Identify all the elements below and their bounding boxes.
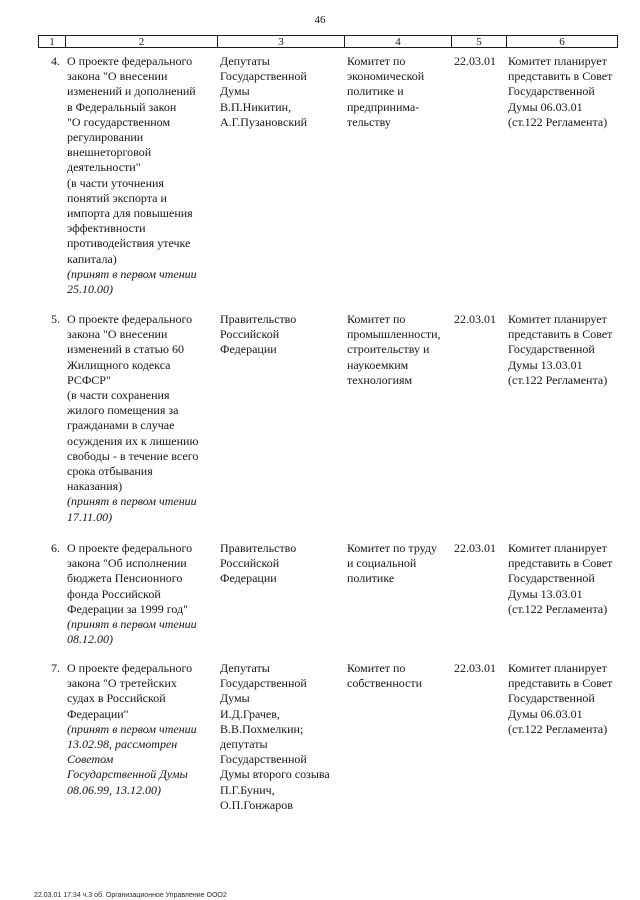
row-number: 5.: [51, 312, 60, 326]
committee: [347, 661, 422, 691]
bill-title-line: внешнеторговой: [67, 145, 152, 160]
committee-line: наукоемким: [347, 357, 409, 372]
initiator-line: Думы: [220, 691, 250, 706]
column-header-row: [38, 35, 618, 48]
bill-title-line: изменений и дополнений: [67, 84, 196, 99]
bill-title-line: эффективности: [67, 221, 146, 236]
committee-line: строительству и: [347, 342, 430, 357]
reading-note-line: 08.06.99, 13.12.00): [67, 782, 161, 797]
column-header-3: 3: [218, 36, 345, 47]
bill-title-line: регулировании: [67, 130, 144, 145]
bill-title-line: гражданами в случае: [67, 418, 175, 433]
reading-note-line: 17.11.00): [67, 509, 113, 524]
reading-note-line: (принят в первом чтении: [67, 721, 197, 736]
initiator: [220, 541, 296, 587]
initiator-line: И.Д.Грачев,: [220, 706, 280, 721]
bill-title-line: фонда Российской: [67, 586, 161, 601]
initiator-line: Российской: [220, 556, 280, 571]
plan-line: Государственной: [508, 691, 595, 706]
bill-title-line: закона "Об исполнении: [67, 556, 187, 571]
column-header-5: 5: [452, 36, 507, 47]
plan: [508, 661, 612, 737]
committee-line: Комитет по: [347, 54, 406, 68]
initiator-line: Депутаты: [220, 54, 270, 68]
page-number: 46: [314, 14, 326, 26]
plan-line: Комитет планирует: [508, 541, 607, 555]
plan-line: Комитет планирует: [508, 312, 607, 326]
reading-note-line: 13.02.98, рассмотрен: [67, 737, 178, 752]
bill-title-line: осуждения их к лишению: [67, 433, 199, 448]
fax-footer: 22.03.01 17:34 ч.3 об. Организационное Управление ООО2: [34, 892, 227, 899]
committee-line: политике и: [347, 84, 404, 99]
plan-line: представить в Совет: [508, 69, 613, 84]
bill-title-line: закона "О внесении: [67, 69, 168, 84]
initiator-line: А.Г.Пузановский: [220, 114, 307, 129]
bill-title-line: Жилищного кодекса: [67, 357, 171, 372]
row-number: 4.: [51, 54, 60, 68]
initiator-line: Государственной: [220, 676, 307, 691]
bill-title-line: деятельности": [67, 160, 141, 175]
initiator-line: Федерации: [220, 571, 277, 586]
bill-title-line: капитала): [67, 251, 117, 266]
plan: [508, 541, 612, 617]
bill-title-line: судах в Российской: [67, 691, 166, 706]
reading-note-line: (принят в первом чтении: [67, 617, 197, 632]
plan-line: Государственной: [508, 342, 595, 357]
date: 22.03.01: [454, 312, 496, 326]
committee-line: Комитет по: [347, 661, 406, 675]
committee-line: экономической: [347, 69, 425, 84]
plan: [508, 54, 612, 130]
plan-line: Государственной: [508, 84, 595, 99]
plan-line: (ст.122 Регламента): [508, 372, 608, 387]
plan-line: Думы 06.03.01: [508, 706, 583, 721]
bill-title-line: понятий экспорта и: [67, 190, 167, 205]
initiator-line: В.П.Никитин,: [220, 99, 292, 114]
bill-title: [67, 312, 198, 525]
column-header-4: 4: [345, 36, 452, 47]
plan-line: представить в Совет: [508, 556, 613, 571]
reading-note-line: 08.12.00): [67, 632, 113, 647]
bill-title-line: бюджета Пенсионного: [67, 571, 183, 586]
bill-title-line: закона "О третейских: [67, 676, 177, 691]
reading-note-line: (принят в первом чтении: [67, 494, 197, 509]
date: 22.03.01: [454, 54, 496, 68]
bill-title: [67, 541, 197, 647]
initiator: [220, 312, 296, 358]
committee-line: Комитет по труду: [347, 541, 438, 555]
plan-line: Комитет планирует: [508, 661, 607, 675]
plan-line: (ст.122 Регламента): [508, 721, 608, 736]
committee-line: технологиям: [347, 372, 413, 387]
initiator: [220, 661, 330, 813]
column-header-6: 6: [559, 36, 565, 48]
reading-note-line: Советом: [67, 752, 114, 767]
committee-line: тельству: [347, 114, 391, 129]
committee: [347, 541, 437, 587]
bill-title-line: закона "О внесении: [67, 327, 168, 342]
bill-title-line: О проекте федерального: [67, 541, 193, 555]
date: 22.03.01: [454, 661, 496, 675]
bill-title-line: свободы - в течение всего: [67, 448, 199, 463]
reading-note-line: Государственной Думы: [67, 767, 188, 782]
initiator-line: Думы: [220, 84, 250, 99]
reading-note-line: (принят в первом чтении: [67, 266, 197, 281]
bill-title-line: противодействия утечке: [67, 236, 191, 251]
initiator-line: Государственной: [220, 69, 307, 84]
bill-title-line: (в части уточнения: [67, 175, 164, 190]
initiator-line: Государственной: [220, 752, 307, 767]
plan-line: Думы 13.03.01: [508, 586, 583, 601]
bill-title-line: О проекте федерального: [67, 54, 193, 68]
plan-line: представить в Совет: [508, 327, 613, 342]
plan-line: Государственной: [508, 571, 595, 586]
bill-title-line: импорта для повышения: [67, 206, 193, 221]
row-number: 7.: [51, 661, 60, 675]
bill-title: [67, 54, 197, 297]
bill-title-line: наказания): [67, 479, 123, 494]
initiator-line: Депутаты: [220, 661, 270, 675]
committee: [347, 54, 424, 130]
committee-line: предпринима-: [347, 99, 420, 114]
plan-line: Комитет планирует: [508, 54, 607, 68]
bill-title-line: (в части сохранения: [67, 388, 170, 403]
plan-line: Думы 06.03.01: [508, 99, 583, 114]
committee-line: политике: [347, 571, 395, 586]
plan-line: представить в Совет: [508, 676, 613, 691]
initiator-line: депутаты: [220, 737, 268, 752]
plan-line: Думы 13.03.01: [508, 357, 583, 372]
bill-title-line: изменений в статью 60: [67, 342, 185, 357]
initiator: [220, 54, 307, 130]
initiator-line: Правительство: [220, 541, 297, 555]
plan: [508, 312, 612, 388]
committee-line: промышленности,: [347, 327, 441, 342]
plan-line: (ст.122 Регламента): [508, 114, 608, 129]
committee-line: Комитет по: [347, 312, 406, 326]
bill-title-line: в Федеральный закон: [67, 99, 177, 114]
initiator-line: Правительство: [220, 312, 297, 326]
initiator-line: Федерации: [220, 342, 277, 357]
bill-title-line: жилого помещения за: [67, 403, 179, 418]
initiator-line: Думы второго созыва: [220, 767, 330, 782]
initiator-line: В.В.Похмелкин;: [220, 721, 304, 736]
committee-line: собственности: [347, 676, 423, 691]
committee-line: и социальной: [347, 556, 417, 571]
bill-title-line: О проекте федерального: [67, 312, 193, 326]
bill-title: [67, 661, 197, 798]
bill-title-line: "О государственном: [67, 114, 171, 129]
plan-line: (ст.122 Регламента): [508, 601, 608, 616]
reading-note-line: 25.10.00): [67, 282, 113, 297]
bill-title-line: О проекте федерального: [67, 661, 193, 675]
initiator-line: О.П.Гонжаров: [220, 797, 293, 812]
committee: [347, 312, 441, 388]
bill-title-line: Федерации за 1999 год": [67, 601, 189, 616]
date: 22.03.01: [454, 541, 496, 555]
column-header-2: 2: [66, 36, 218, 47]
row-number: 6.: [51, 541, 60, 555]
bill-title-line: Федерации": [67, 706, 129, 721]
initiator-line: П.Г.Бунич,: [220, 782, 275, 797]
initiator-line: Российской: [220, 327, 280, 342]
column-header-1: 1: [39, 36, 66, 47]
bill-title-line: РСФСР": [67, 372, 111, 387]
bill-title-line: срока отбывания: [67, 464, 153, 479]
